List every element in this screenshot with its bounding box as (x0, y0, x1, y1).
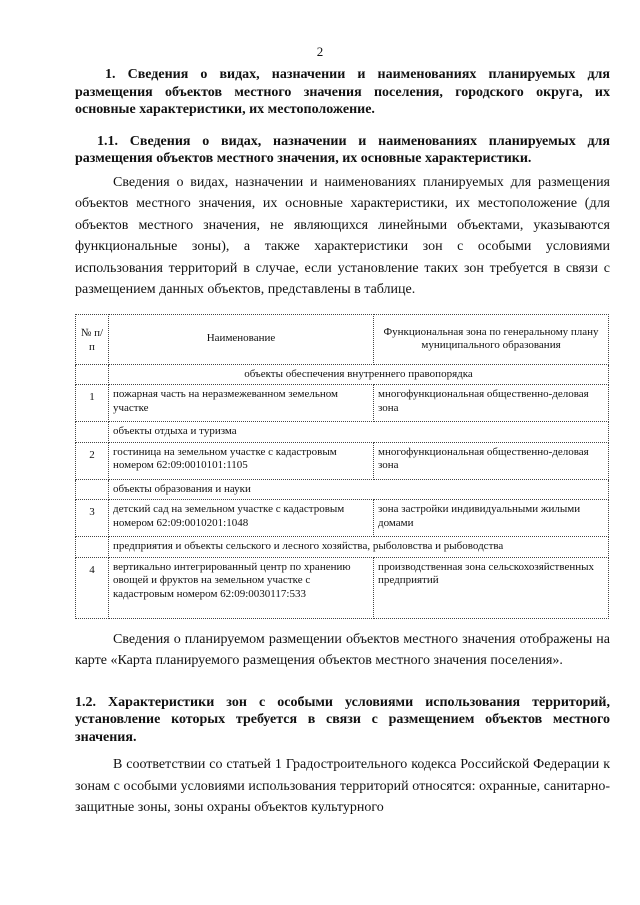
table-group-row (76, 422, 609, 443)
group-empty-cell (76, 364, 109, 385)
header-zone: Функциональная зона по генеральному плану муниципального образования (374, 314, 609, 364)
group-empty-cell (76, 479, 109, 500)
table-group-row (76, 364, 609, 385)
row-zone: многофункциональная общественно-деловая зона (374, 442, 609, 479)
group-title: объекты обеспечения внутреннего правопорядка (109, 364, 609, 385)
row-name: детский сад на земельном участке с кадастровым номером 62:09:0010201:1048 (109, 500, 374, 537)
section-heading-1: 1. Сведения о видах, назначении и наименованиях планируемых для размещения объектов местного значения поселения, городского округа, их основные характеристики, их местоположение. (75, 67, 610, 117)
table-group-row (76, 479, 609, 500)
row-name: вертикально интегрированный центр по хранению овощей и фруктов на земельном участке с кадастровым номером 62:09:0030117:533 (109, 557, 374, 618)
page-number: 2 (316, 44, 324, 59)
row-num: 2 (76, 442, 109, 479)
table-header-row (76, 314, 609, 364)
section-heading-1-2: 1.2. Характеристики зон с особыми условиями использования территорий, установление которых требуется в связи с размещением объектов местного значения. (75, 694, 610, 745)
group-title: объекты образования и науки (109, 479, 609, 500)
row-zone: зона застройки индивидуальными жилыми домами (374, 500, 609, 537)
group-empty-cell (76, 537, 109, 558)
header-num: № п/п (76, 314, 109, 364)
page-content (75, 66, 610, 819)
group-title: предприятия и объекты сельского и лесного хозяйства, рыболовства и рыбоводства (109, 537, 609, 558)
row-num: 4 (76, 557, 109, 618)
table-row (76, 557, 609, 618)
table-row (76, 442, 609, 479)
row-name: гостиница на земельном участке с кадастровым номером 62:09:0010101:1105 (109, 442, 374, 479)
row-name: пожарная часть на неразмежеванном земельном участке (109, 385, 374, 422)
paragraph-map-reference: Сведения о планируемом размещении объектов местного значения отображены на карте «Карта планируемого размещения объектов местного значения поселения». (75, 631, 610, 668)
group-empty-cell (76, 422, 109, 443)
table-group-row (76, 537, 609, 558)
row-num: 3 (76, 500, 109, 537)
paragraph-zones: В соответствии со статьей 1 Градостроительного кодекса Российской Федерации к зонам с особыми условиями использования территорий относятся: охранные, санитарно-защитные зоны, зоны охраны объектов культурного (75, 757, 610, 815)
table-row (76, 385, 609, 422)
paragraph-intro: Сведения о видах, назначении и наименованиях планируемых для размещения объектов местного значения, их основные характеристики, их местоположение (для объектов местного значения, не являющихся линейными объектами, указываются функциональные зоны), а также характеристики зон с особыми условиями использования территорий в случае, если установление таких зон требуется в связи с размещением данных объектов, представлены в таблице. (75, 174, 610, 297)
objects-table (75, 314, 609, 619)
section-heading-1-1: 1.1. Сведения о видах, назначении и наименованиях планируемых для размещения объектов местного значения, их основные характеристики. (75, 133, 610, 166)
table-row (76, 500, 609, 537)
group-title: объекты отдыха и туризма (109, 422, 609, 443)
row-zone: производственная зона сельскохозяйственных предприятий (374, 557, 609, 618)
row-zone: многофункциональная общественно-деловая зона (374, 385, 609, 422)
header-name: Наименование (109, 314, 374, 364)
row-num: 1 (76, 385, 109, 422)
